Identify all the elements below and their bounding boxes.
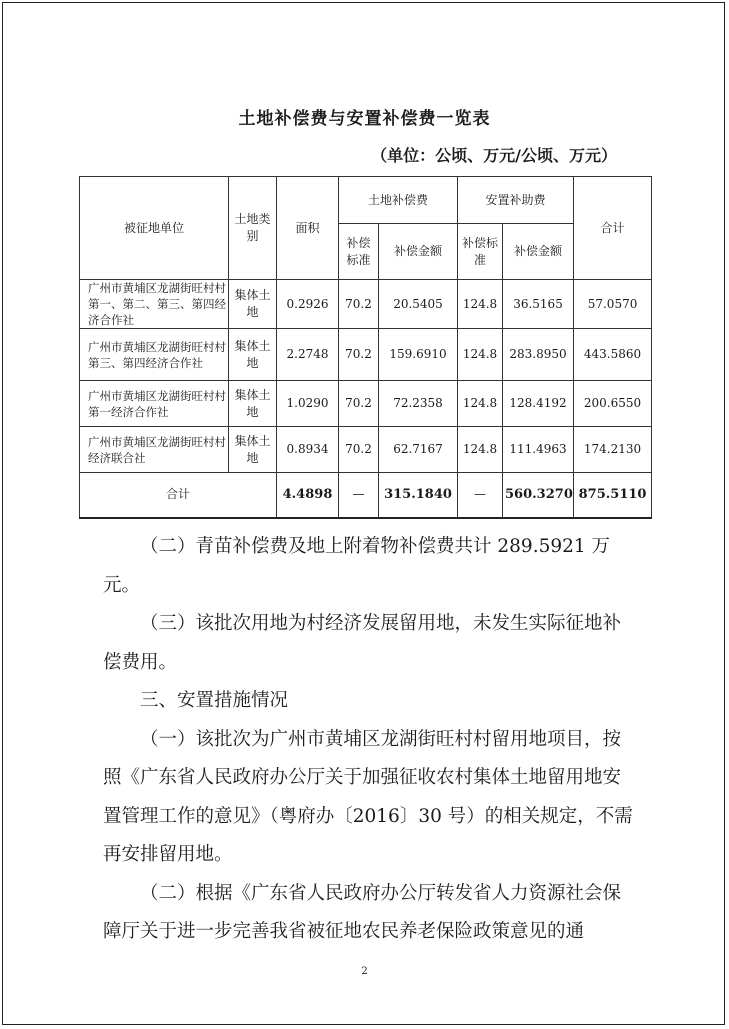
header-lc-standard: 补偿标准 <box>339 224 379 280</box>
header-resettle: 安置补助费 <box>458 177 574 224</box>
cell-unit-name: 广州市黄埔区龙湖街旺村村第三、第四经济合作社 <box>80 329 229 381</box>
cell-lc-standard: 70.2 <box>339 329 379 381</box>
cell-rs-amount: 128.4192 <box>503 381 574 427</box>
cell-area: 1.0290 <box>277 381 339 427</box>
table-row <box>80 329 652 381</box>
header-lc-amount: 补偿金额 <box>379 224 458 280</box>
cell-lc-standard: 70.2 <box>339 280 379 329</box>
cell-unit-name: 广州市黄埔区龙湖街旺村村第一经济合作社 <box>80 381 229 427</box>
cell-area: 0.8934 <box>277 427 339 473</box>
cell-land-type: 集体土地 <box>229 427 277 473</box>
cell-lc-standard: 70.2 <box>339 427 379 473</box>
body-text <box>103 528 633 952</box>
header-land-comp: 土地补偿费 <box>339 177 458 224</box>
cell-total-label: 合计 <box>80 473 277 518</box>
header-row-1 <box>80 177 652 224</box>
unit-note: （单位：公顷、万元/公顷、万元） <box>371 146 617 165</box>
cell-total-lc-amount: 315.1840 <box>379 473 458 518</box>
table-row <box>80 381 652 427</box>
header-total: 合计 <box>574 177 652 280</box>
cell-rs-amount: 111.4963 <box>503 427 574 473</box>
header-area: 面积 <box>277 177 339 280</box>
cell-total: 174.2130 <box>574 427 652 473</box>
cell-unit-name: 广州市黄埔区龙湖街旺村村经济联合社 <box>80 427 229 473</box>
table-title: 土地补偿费与安置补偿费一览表 <box>238 109 491 129</box>
cell-rs-amount: 283.8950 <box>503 329 574 381</box>
table-row <box>80 427 652 473</box>
page-number: 2 <box>361 966 368 977</box>
cell-land-type: 集体土地 <box>229 280 277 329</box>
cell-lc-amount: 62.7167 <box>379 427 458 473</box>
header-land-type: 土地类别 <box>229 177 277 280</box>
cell-area: 2.2748 <box>277 329 339 381</box>
cell-area: 0.2926 <box>277 280 339 329</box>
table-total-row <box>80 473 652 518</box>
cell-rs-standard: 124.8 <box>458 280 503 329</box>
paragraph: （一）该批次为广州市黄埔区龙湖街旺村村留用地项目，按照《广东省人民政府办公厅关于加强征收农村集体土地留用地安置管理工作的意见》（粤府办〔2016〕30 号）的相关规定，不需再安排留用地。 <box>103 728 633 865</box>
paragraph: （二）青苗补偿费及地上附着物补偿费共计 289.5921 万元。 <box>103 536 611 596</box>
cell-lc-standard: 70.2 <box>339 381 379 427</box>
header-rs-amount: 补偿金额 <box>503 224 574 280</box>
cell-land-type: 集体土地 <box>229 329 277 381</box>
table-row <box>80 280 652 329</box>
section-heading: 三、安置措施情况 <box>140 690 289 711</box>
paragraph: （三）该批次用地为村经济发展留用地，未发生实际征地补偿费用。 <box>103 613 622 673</box>
cell-total: 200.6550 <box>574 381 652 427</box>
cell-lc-amount: 20.5405 <box>379 280 458 329</box>
header-rs-standard: 补偿标准 <box>458 224 503 280</box>
cell-land-type: 集体土地 <box>229 381 277 427</box>
cell-total: 57.0570 <box>574 280 652 329</box>
header-unit-name: 被征地单位 <box>80 177 229 280</box>
cell-total-rs-amount: 560.3270 <box>503 473 574 518</box>
compensation-table <box>79 176 652 519</box>
cell-grand-total: 875.5110 <box>574 473 652 518</box>
cell-lc-amount: 159.6910 <box>379 329 458 381</box>
cell-rs-standard: 124.8 <box>458 329 503 381</box>
cell-total-rs-standard: — <box>458 473 503 518</box>
cell-rs-standard: 124.8 <box>458 427 503 473</box>
cell-unit-name: 广州市黄埔区龙湖街旺村村第一、第二、第三、第四经济合作社 <box>80 280 229 329</box>
cell-total-area: 4.4898 <box>277 473 339 518</box>
cell-total-lc-standard: — <box>339 473 379 518</box>
cell-rs-standard: 124.8 <box>458 381 503 427</box>
cell-total: 443.5860 <box>574 329 652 381</box>
cell-rs-amount: 36.5165 <box>503 280 574 329</box>
cell-lc-amount: 72.2358 <box>379 381 458 427</box>
paragraph: （二）根据《广东省人民政府办公厅转发省人力资源社会保障厅关于进一步完善我省被征地农民养老保险政策意见的通 <box>103 882 622 942</box>
